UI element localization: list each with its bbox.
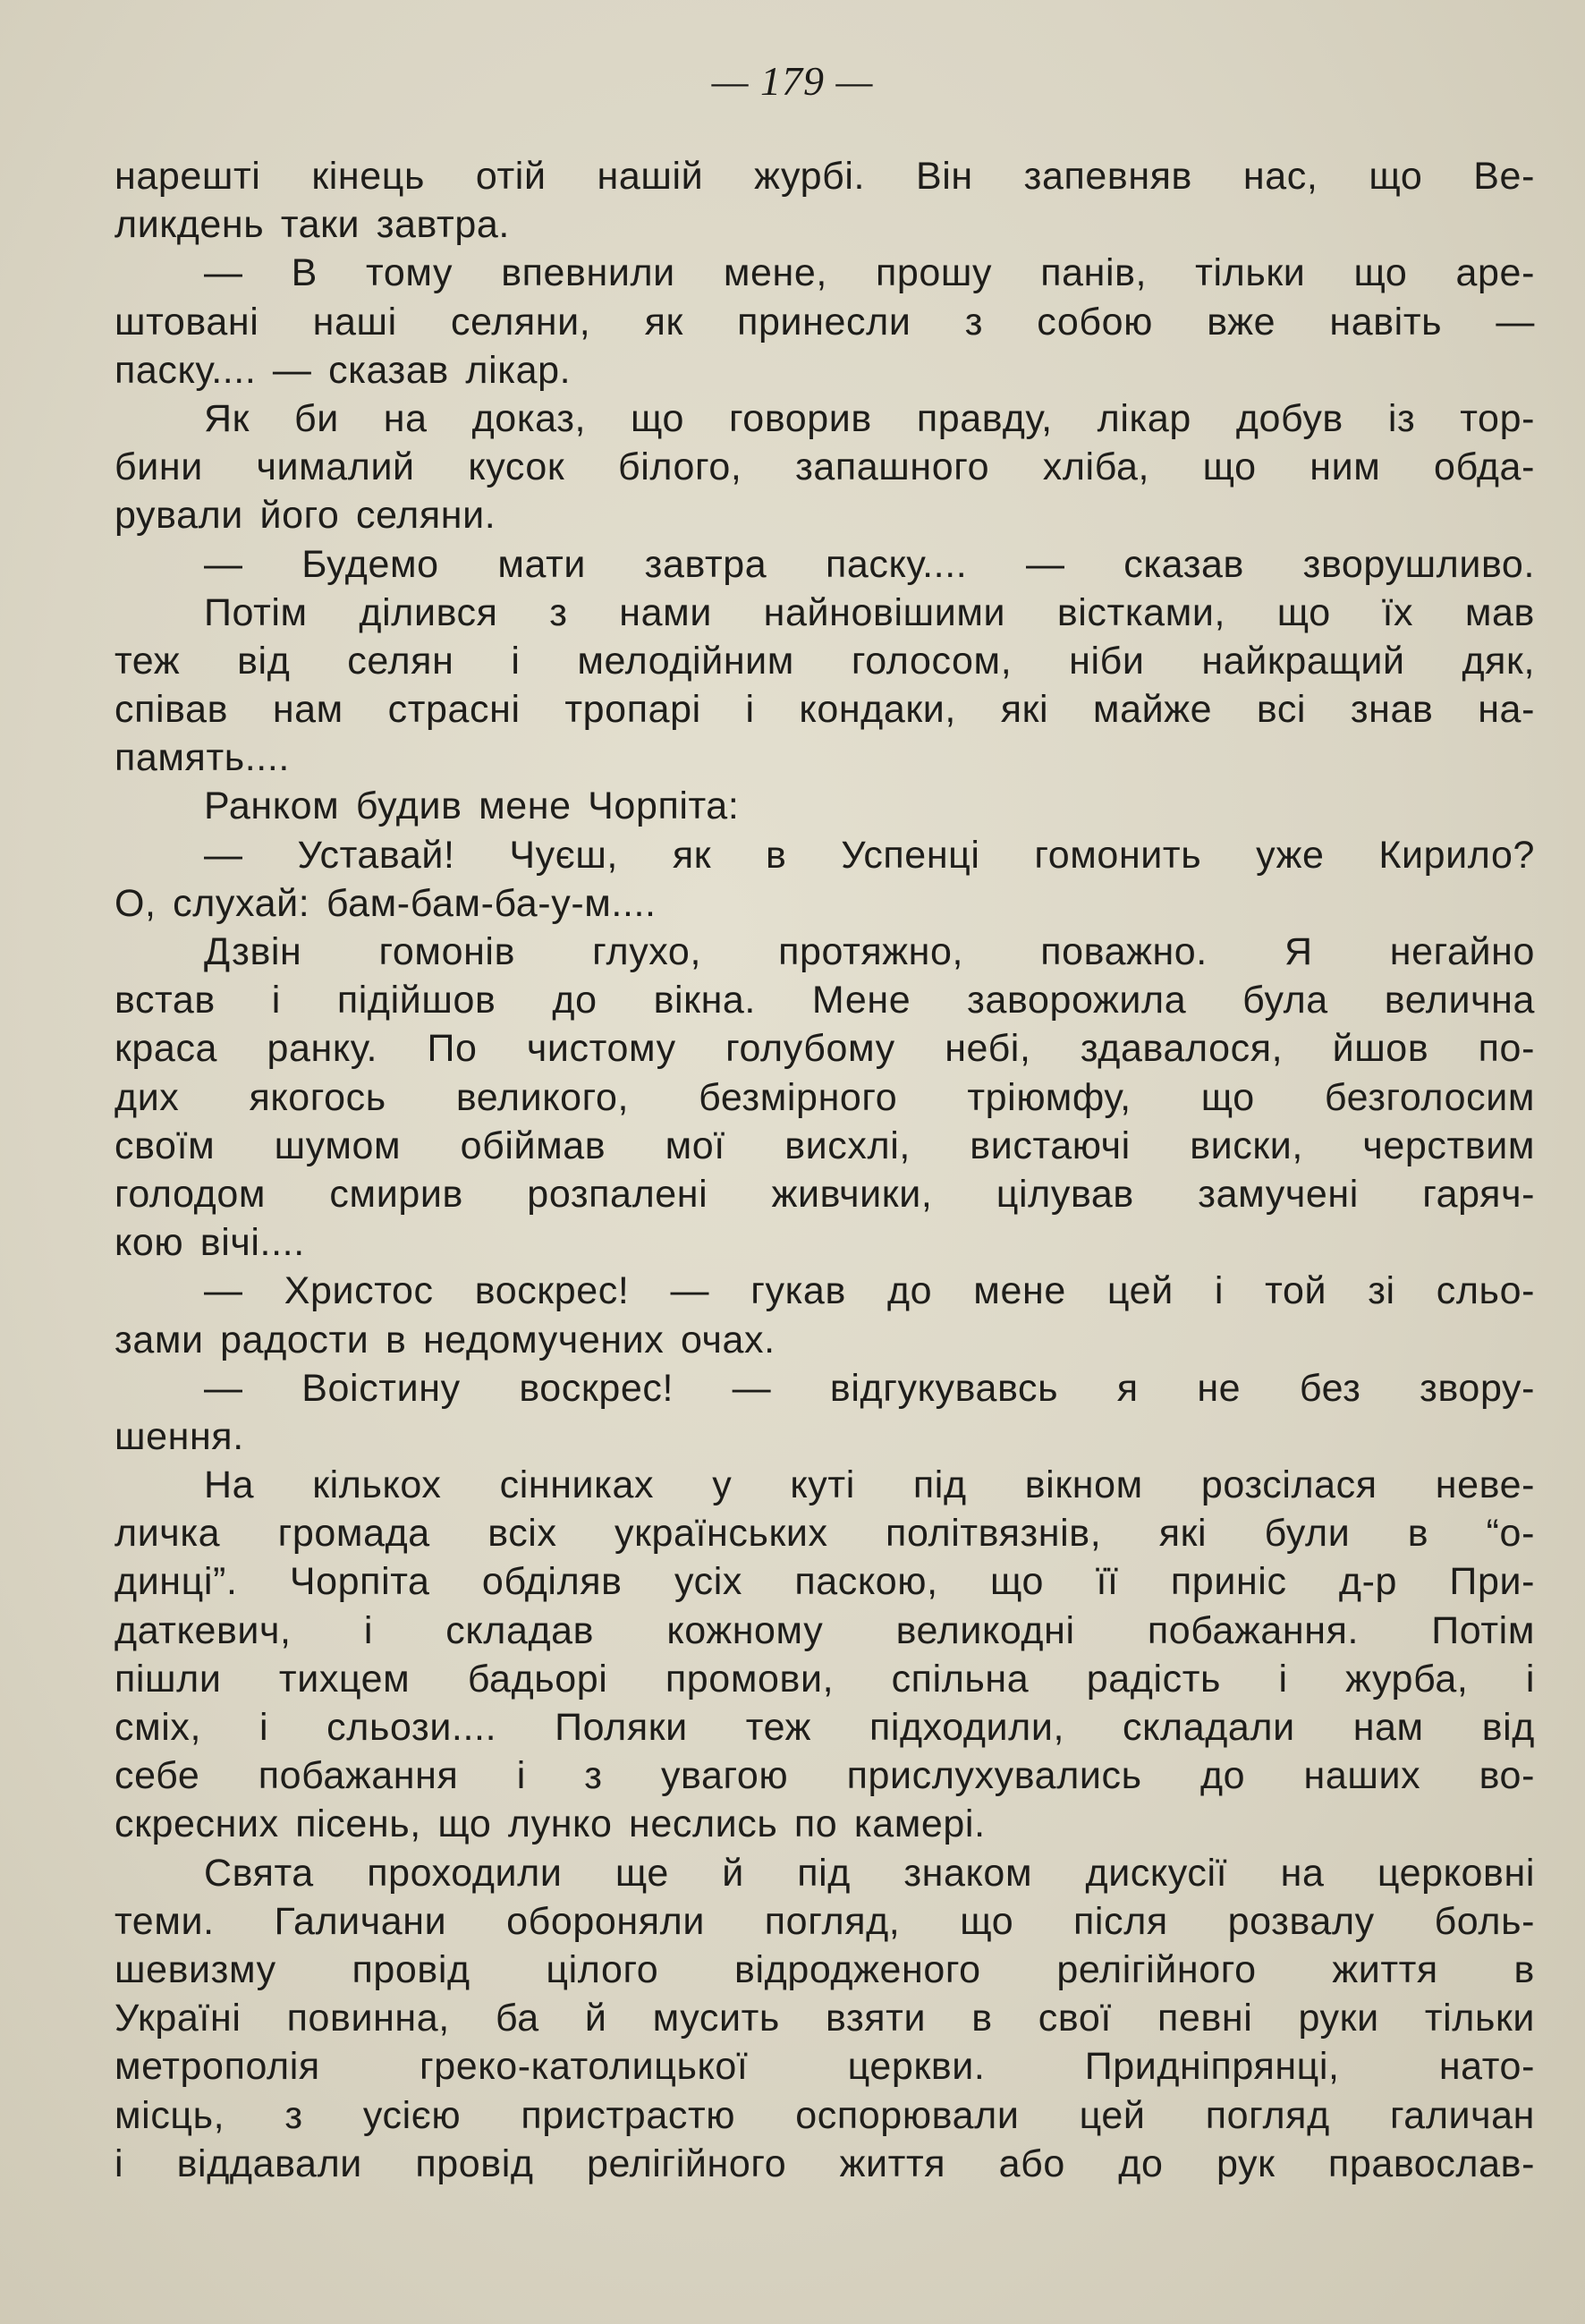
text-line: О, слухай: бам-бам-ба-у-м....: [114, 881, 657, 925]
text-line: зами радости в недомучених очах.: [114, 1318, 776, 1361]
text-line: динці”. Чорпіта обділяв усіх паскою, що її приніс д-р При-: [114, 1560, 1535, 1604]
text-line: дих якогось великого, безмірного тріюмфу, що безголосим: [114, 1075, 1535, 1119]
text-line: себе побажання і з увагою прислухувались до наших во-: [114, 1754, 1535, 1798]
text-line: паску.... — сказав лікар.: [114, 348, 572, 392]
text-line: сміх, і сльози.... Поляки теж підходили, складали нам від: [114, 1706, 1535, 1749]
text-line: — В тому впевнили мене, прошу панів, тільки що аре-: [204, 251, 1535, 295]
text-line: місць, з усією пристрастю оспорювали цей погляд галичан: [114, 2093, 1535, 2137]
text-line: шення.: [114, 1414, 244, 1458]
text-line: Ранком будив мене Чорпіта:: [204, 785, 740, 828]
text-line: скресних пісень, що лунко неслись по камері.: [114, 1802, 986, 1846]
text-line: рували його селяни.: [114, 494, 496, 538]
text-line: голодом смирив розпалені живчики, цілував замучені гаряч-: [114, 1172, 1535, 1216]
text-line: Україні повинна, ба й мусить взяти в свої певні руки тільки: [114, 1997, 1535, 2040]
text-line: шевизму провід цілого відродженого релігійного життя в: [114, 1947, 1535, 1991]
text-line: пішли тихцем бадьорі промови, спільна радість і журба, і: [114, 1657, 1535, 1701]
text-line: — Воістину воскрес! — відгукувавсь я не без звору-: [204, 1366, 1535, 1410]
text-line: нарешті кінець отій нашій журбі. Він запевняв нас, що Ве-: [114, 155, 1535, 198]
text-line: теж від селян і мелодійним голосом, ніби найкращий дяк,: [114, 639, 1535, 683]
text-line: і віддавали провід релігійного життя або до рук православ-: [114, 2142, 1535, 2185]
text-line: — Уставай! Чуєш, як в Успенці гомонить уже Кирило?: [204, 833, 1535, 877]
body-text: [114, 152, 1535, 2188]
text-line: встав і підійшов до вікна. Мене заворожила була велична: [114, 979, 1535, 1022]
text-line: штовані наші селяни, як принесли з собою вже навіть —: [114, 300, 1535, 344]
text-line: личка громада всіх українських політвязнів, які були в “о-: [114, 1512, 1535, 1556]
text-line: Дзвін гомонів глухо, протяжно, поважно. Я негайно: [204, 930, 1535, 973]
text-line: бини чималий кусок білого, запашного хліба, що ним обда-: [114, 445, 1535, 489]
text-line: краса ранку. По чистому голубому небі, здавалося, йшов по-: [114, 1027, 1535, 1071]
text-line: Потім ділився з нами найновішими вістками, що їх мав: [204, 590, 1535, 634]
text-line: кою вічі....: [114, 1221, 305, 1265]
text-line: Як би на доказ, що говорив правду, лікар добув із тор-: [204, 396, 1535, 440]
text-line: даткевич, і складав кожному великодні побажання. Потім: [114, 1608, 1535, 1652]
text-line: — Христос воскрес! — гукав до мене цей і той зі сльо-: [204, 1269, 1535, 1313]
text-line: ликдень таки завтра.: [114, 203, 510, 247]
text-line: Свята проходили ще й під знаком дискусії на церковні: [204, 1851, 1535, 1895]
text-line: теми. Галичани обороняли погляд, що після розвалу боль-: [114, 1899, 1535, 1943]
text-line: память....: [114, 736, 290, 780]
text-line: своїм шумом обіймав мої висхлі, вистаючі виски, черствим: [114, 1124, 1535, 1167]
page-number: — 179 —: [711, 58, 874, 104]
text-line: метрополія греко-католицької церкви. Придніпрянці, нато-: [114, 2045, 1535, 2089]
text-line: співав нам страсні тропарі і кондаки, які майже всі знав на-: [114, 688, 1535, 732]
text-line: — Будемо мати завтра паску.... — сказав зворушливо.: [204, 542, 1535, 586]
text-line: На кількох сінниках у куті під вікном розсілася неве-: [204, 1463, 1535, 1507]
